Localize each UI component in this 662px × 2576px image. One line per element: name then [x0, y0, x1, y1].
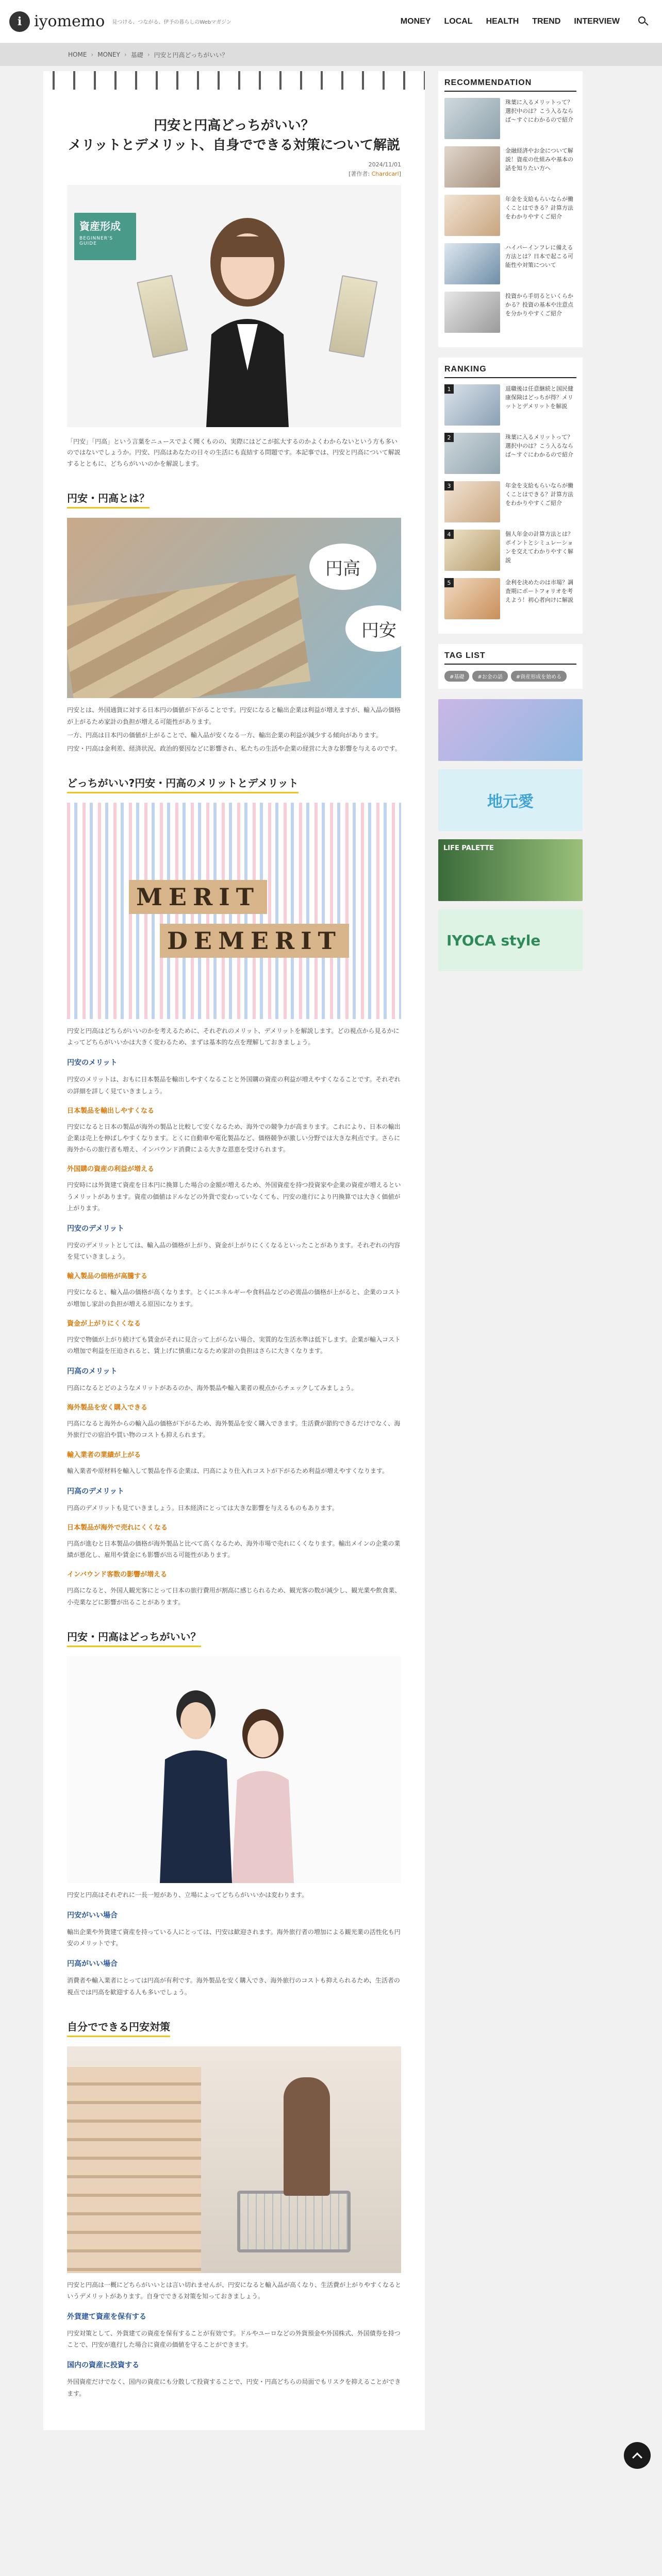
- nav-local[interactable]: LOCAL: [444, 16, 473, 26]
- nav-health[interactable]: HEALTH: [486, 16, 519, 26]
- item-heading: 海外製品を安く購入できる: [67, 1404, 148, 1412]
- merit-demerit-image: [67, 803, 401, 1019]
- rank-number: 2: [444, 433, 454, 442]
- chevron-up-icon: [632, 2452, 642, 2463]
- thumbnail: [444, 146, 500, 188]
- subsection-heading: 円高のデメリット: [67, 1487, 124, 1496]
- demerit-label: DEMERIT: [167, 927, 342, 955]
- paragraph: 一方、円高は日本円の価値が上がることで、輸入品が安くなる一方、輸出企業の利益が減少する傾向があります。: [67, 731, 382, 739]
- paragraph: 円安とは、外国通貨に対する日本円の価値が下がることです。円安になると輸出企業は利益が増えますが、輸入品の価格が上がるため家計の負担が増える可能性があります。: [67, 706, 401, 725]
- ranking-item[interactable]: [444, 530, 576, 571]
- breadcrumb-money[interactable]: MONEY: [97, 51, 120, 58]
- hero-image: [67, 185, 401, 427]
- merit-label: MERIT: [136, 883, 260, 911]
- shelf-shape: [67, 2067, 201, 2273]
- recommendation-text: 金融経済やお金について解説！資産の仕組みや基本の話を知りたい方へ: [505, 147, 573, 172]
- logo-tagline: 見つける、つながる、伊予の暮らしのWebマガジン: [112, 20, 231, 25]
- label-yen-high: 円高: [325, 558, 360, 579]
- chevron-right-icon: ›: [91, 51, 94, 58]
- recommendation-item[interactable]: [444, 195, 576, 236]
- breadcrumb: [0, 43, 662, 66]
- label-yen-low: 円安: [361, 620, 396, 641]
- ranking-item[interactable]: [444, 433, 576, 474]
- merit-word: [129, 880, 267, 914]
- post-author: [67, 170, 401, 179]
- paragraph: 円安になると、輸入品の価格が高くなります。とくにエネルギーや食料品などの必需品の価格が上がると、企業のコストが増加し家計の負担が増える原因になります。: [67, 1289, 401, 1308]
- rank-number: 3: [444, 481, 454, 490]
- notebook-binding: [43, 71, 425, 90]
- item-heading: 日本製品が海外で売れにくくなる: [67, 1524, 168, 1532]
- breadcrumb-basic[interactable]: 基礎: [130, 51, 143, 59]
- paragraph: 円安で物価が上がり続けても賃金がそれに見合って上がらない場合、実質的な生活水準は低下します。企業が輸入コストの増加で利益を圧迫されると、賃上げに慎重になるため家計の負担はさらに大きくなります。: [67, 1335, 401, 1354]
- logo-text: iyomemo: [34, 12, 105, 30]
- ranking-text: 年金を支給もらいならが働くことはできる？計算方法をわかりやすくご紹介: [505, 482, 573, 507]
- bubble-yen-high: [309, 544, 376, 590]
- recommendation-item[interactable]: [444, 292, 576, 333]
- subsection-heading: 外貨建て資産を保有する: [67, 2313, 146, 2321]
- banner-life-palette[interactable]: [438, 839, 583, 901]
- recommendation-item[interactable]: [444, 146, 576, 188]
- paragraph: 円高になると、外国人観光客にとって日本の旅行費用が割高に感じられるため、観光客の数が減少し、観光業や飲食業、小売業などに影響が出ることがあります。: [67, 1587, 401, 1606]
- tag-chip[interactable]: #お金の話: [472, 671, 507, 682]
- page-title: [67, 116, 401, 155]
- recommendation-widget: [438, 71, 583, 347]
- paragraph: 円安と円高はそれぞれに一長一短があり、立場によってどちらがいいかは変わります。: [67, 1891, 308, 1899]
- banner-image[interactable]: [438, 699, 583, 761]
- paragraph: 輸出企業や外貨建て資産を持っている人にとっては、円安は歓迎されます。海外旅行者の増加による観光業の活性化も円安のメリットです。: [67, 1928, 401, 1947]
- author-link[interactable]: Chardcarl: [371, 170, 399, 177]
- ranking-title: RANKING: [444, 365, 576, 378]
- bubble-yen-low: [345, 605, 401, 652]
- banner-list: [438, 699, 583, 971]
- paragraph: 円高が進むと日本製品の価格が海外製品と比べて高くなるため、海外市場で売れにくくなります。輸出メインの企業の業績が悪化し、雇用や賃金にも影響が出る可能性があります。: [67, 1540, 401, 1559]
- banner-iyoca-style[interactable]: [438, 909, 583, 971]
- paragraph: 円安になると日本の製品が海外の製品と比較して安くなるため、海外での競争力が高まります。これにより、日本の輸出企業は売上を伸ばしやすくなります。とくに自動車や電化製品など、価格競争が激しい分野では大きな利点です。さらに海外からの旅行者も増え、インバウンド消費による大きな恩恵を受けられます。: [67, 1123, 401, 1154]
- tag-list-title: TAG LIST: [444, 651, 576, 665]
- site-header: [0, 0, 662, 43]
- post-meta: [67, 160, 401, 178]
- section-heading: 円安・円高はどっちがいい？: [67, 1629, 201, 1647]
- paragraph: 円安と円高はどちらがいいのかを考えるために、それぞれのメリット、デメリットを解説します。どの視点から見るかによってどちらがいいかは大きく変わるため、まずは基本的な点を理解しておきましょう。: [67, 1027, 400, 1046]
- recommendation-text: 珠葉に入るメリットって？選択中のは？こう入るならば～すぐにわかるので紹介: [505, 99, 573, 124]
- shopping-image: [67, 2046, 401, 2273]
- banknote-left: [137, 275, 188, 358]
- paragraph: 円安のデメリットとしては、輸入品の価格が上がり、資金が上がりにくくなるといったことがあります。それぞれの内容を見ていきましょう。: [67, 1241, 401, 1261]
- section-heading: 自分でできる円安対策: [67, 2019, 170, 2037]
- logo-mark: i: [9, 11, 30, 32]
- couple-illustration: [67, 1656, 401, 1883]
- title-line-1: 円安と円高どっちがいい？: [154, 118, 315, 133]
- paragraph: 円安対策として、外貨建ての資産を保有することが有効です。ドルやユーロなどの外貨預金や外国株式、外国債券を持つことで、円安が進行した場合に資産の価値を守ることができます。: [67, 2330, 401, 2349]
- thumbnail: [444, 243, 500, 284]
- rank-number: 4: [444, 530, 454, 539]
- ranking-text: 個人年金の計算方法とは？ポイントとシミュレーションを交えてわかりやすく解説: [505, 531, 573, 564]
- recommendation-text: ハイパーインフレに備える方法とは？日本で起こる可能性や対策について: [505, 244, 573, 269]
- ranking-text: 退職後は任意継続と国民健康保険はどっちが得？メリットとデメリットを解説: [505, 385, 573, 410]
- intro-text: 「円安」「円高」という言葉をニュースでよく聞くものの、実際にはどこが拡大するのかよくわからないという方も多いのではないでしょうか。円安、円高はあなたの日々の生活にも直結する問題です。本記事では、円安と円高について解説するとともに、どちらがいいのかを解説します。: [67, 437, 401, 467]
- paragraph: 消費者や輸入業者にとっては円高が有利です。海外製品を安く購入でき、海外旅行のコストも抑えられるため、生活者の視点では円高を歓迎する人も多いでしょう。: [67, 1977, 400, 1996]
- recommendation-text: 年金を支給もらいならが働くことはできる？計算方法をわかりやすくご紹介: [505, 196, 573, 221]
- subsection-heading: 円安のデメリット: [67, 1224, 124, 1233]
- badge-title: 資産形成: [79, 219, 121, 232]
- nav-interview[interactable]: INTERVIEW: [574, 16, 620, 26]
- post-date: 2024/11/01: [368, 161, 401, 168]
- paragraph: 円高になると海外からの輸入品の価格が下がるため、海外製品を安く購入できます。生活費が節約できるだけでなく、海外旅行での宿泊や買い物のコストも抑えられます。: [67, 1420, 401, 1439]
- banner-text: LIFE PALETTE: [443, 844, 494, 852]
- tag-list: [444, 671, 576, 682]
- recommendation-item[interactable]: [444, 98, 576, 139]
- item-heading: 日本製品を輸出しやすくなる: [67, 1107, 155, 1115]
- recommendation-text: 投資から手切るといくらかかる？投資の基本や注意点を分かりやすくご紹介: [505, 293, 573, 317]
- author-prefix: [著作者:: [349, 170, 372, 177]
- global-nav: [401, 15, 650, 28]
- thumbnail: [444, 98, 500, 139]
- demerit-word: [160, 924, 349, 958]
- shopper-shape: [284, 2077, 330, 2196]
- search-icon[interactable]: [637, 15, 650, 28]
- nav-money[interactable]: MONEY: [400, 16, 431, 26]
- subsection-heading: 円高がいい場合: [67, 1960, 118, 1969]
- paragraph: 円安時には外貨建て資産を日本円に換算した場合の金額が増えるため、外国資産を持つ投資家や企業の資産が増えるというメリットがあります。資産の価値はドルなどの外貨で変わっていなくても、円安の進行により円換算では大きく価値が上がります。: [67, 1181, 401, 1212]
- thumbnail: [444, 292, 500, 333]
- chevron-right-icon: ›: [147, 51, 150, 58]
- banner-text: 地元愛: [487, 793, 534, 811]
- yen-bills-shape: [67, 574, 310, 698]
- nav-trend[interactable]: TREND: [532, 16, 561, 26]
- subsection-heading: 円安がいい場合: [67, 1911, 118, 1920]
- yen-image: [67, 518, 401, 698]
- back-to-top-button[interactable]: [624, 2442, 651, 2469]
- ranking-widget: [438, 358, 583, 634]
- woman-illustration: [191, 206, 304, 427]
- paragraph: 円高になるとどのようなメリットがあるのか、海外製品や輸入業者の視点からチェックしてみましょう。: [67, 1384, 358, 1392]
- ranking-item[interactable]: [444, 578, 576, 619]
- paragraph: 外国資産だけでなく、国内の資産にも分散して投資することで、円安・円高どちらの局面でもリスクを抑えることができます。: [67, 2378, 401, 2397]
- tag-chip[interactable]: #基礎: [444, 671, 469, 682]
- couple-thinking-image: [67, 1656, 401, 1883]
- tag-list-widget: [438, 644, 583, 689]
- breadcrumb-home[interactable]: HOME: [68, 51, 87, 58]
- item-heading: 外国購の資産の利益が増える: [67, 1165, 155, 1174]
- sidebar: [438, 71, 583, 2430]
- section-heading: どっちがいい?円安・円高のメリットとデメリット: [67, 775, 299, 793]
- category-badge: [74, 213, 136, 260]
- subsection-heading: 円安のメリット: [67, 1059, 118, 1067]
- recommendation-title: RECOMMENDATION: [444, 78, 576, 92]
- banner-chimotoai[interactable]: [438, 769, 583, 831]
- cart-shape: [237, 2191, 351, 2252]
- recommendation-item[interactable]: [444, 243, 576, 284]
- paragraph: 円安と円高は一概にどちらがいいとは言い切れませんが、円安になると輸入品が高くなり、生活費が上がりやすくなるというデメリットがあります。自身でできる対策を知っておきましょう。: [67, 2281, 402, 2300]
- rank-number: 1: [444, 384, 454, 394]
- site-logo[interactable]: [9, 11, 231, 32]
- ranking-item[interactable]: [444, 481, 576, 522]
- thumbnail: [444, 195, 500, 236]
- banner-text: IYOCA style: [446, 931, 541, 949]
- item-heading: インバウンド客数の影響が増える: [67, 1571, 168, 1579]
- subsection-heading: 国内の資産に投資する: [67, 2361, 139, 2370]
- breadcrumb-current: 円安と円高どっちがいい？: [154, 51, 228, 59]
- ranking-text: 珠葉に入るメリットって？選択中のは？こう入るならば～すぐにわかるので紹介: [505, 434, 573, 459]
- article: [43, 71, 425, 2430]
- author-suffix: ]: [399, 170, 401, 177]
- paragraph: 円高のデメリットも見ていきましょう。日本経済にとっては大きな影響を与えるものもあります。: [67, 1504, 338, 1512]
- ranking-item[interactable]: [444, 384, 576, 426]
- ranking-text: 金利を決めたのは市場？調査期にポートフォリオを考えよう！初心者向けに解説: [505, 579, 573, 604]
- banknote-right: [329, 275, 378, 358]
- subsection-heading: 円高のメリット: [67, 1367, 118, 1376]
- paragraph: 円安・円高は金利差、経済状況、政治的要因などに影響され、私たちの生活や企業の経営に大きな影響を与えるのです。: [67, 744, 401, 752]
- tag-chip[interactable]: #資産形成を始める: [511, 671, 567, 682]
- chevron-right-icon: ›: [124, 51, 127, 58]
- section-heading: 円安・円高とは？: [67, 490, 150, 509]
- badge-subtitle: BEGINNER'S GUIDE: [79, 235, 113, 246]
- paragraph: 円安のメリットは、おもに日本製品を輸出しやすくなることと外国購の資産の利益が増えやすくなることです。それぞれの詳細を詳しく見ていきましょう。: [67, 1076, 401, 1095]
- item-heading: 輸入製品の価格が高騰する: [67, 1273, 148, 1281]
- rank-number: 5: [444, 578, 454, 587]
- paragraph: 輸入業者や原材料を輸入して製品を作る企業は、円高により仕入れコストが下がるため利益が増えやすくなります。: [67, 1467, 389, 1475]
- item-heading: 資金が上がりにくくなる: [67, 1319, 141, 1328]
- item-heading: 輸入業者の業績が上がる: [67, 1451, 141, 1459]
- title-line-2: メリットとデメリット、自身でできる対策について解説: [68, 137, 401, 153]
- page-container: [43, 66, 619, 2430]
